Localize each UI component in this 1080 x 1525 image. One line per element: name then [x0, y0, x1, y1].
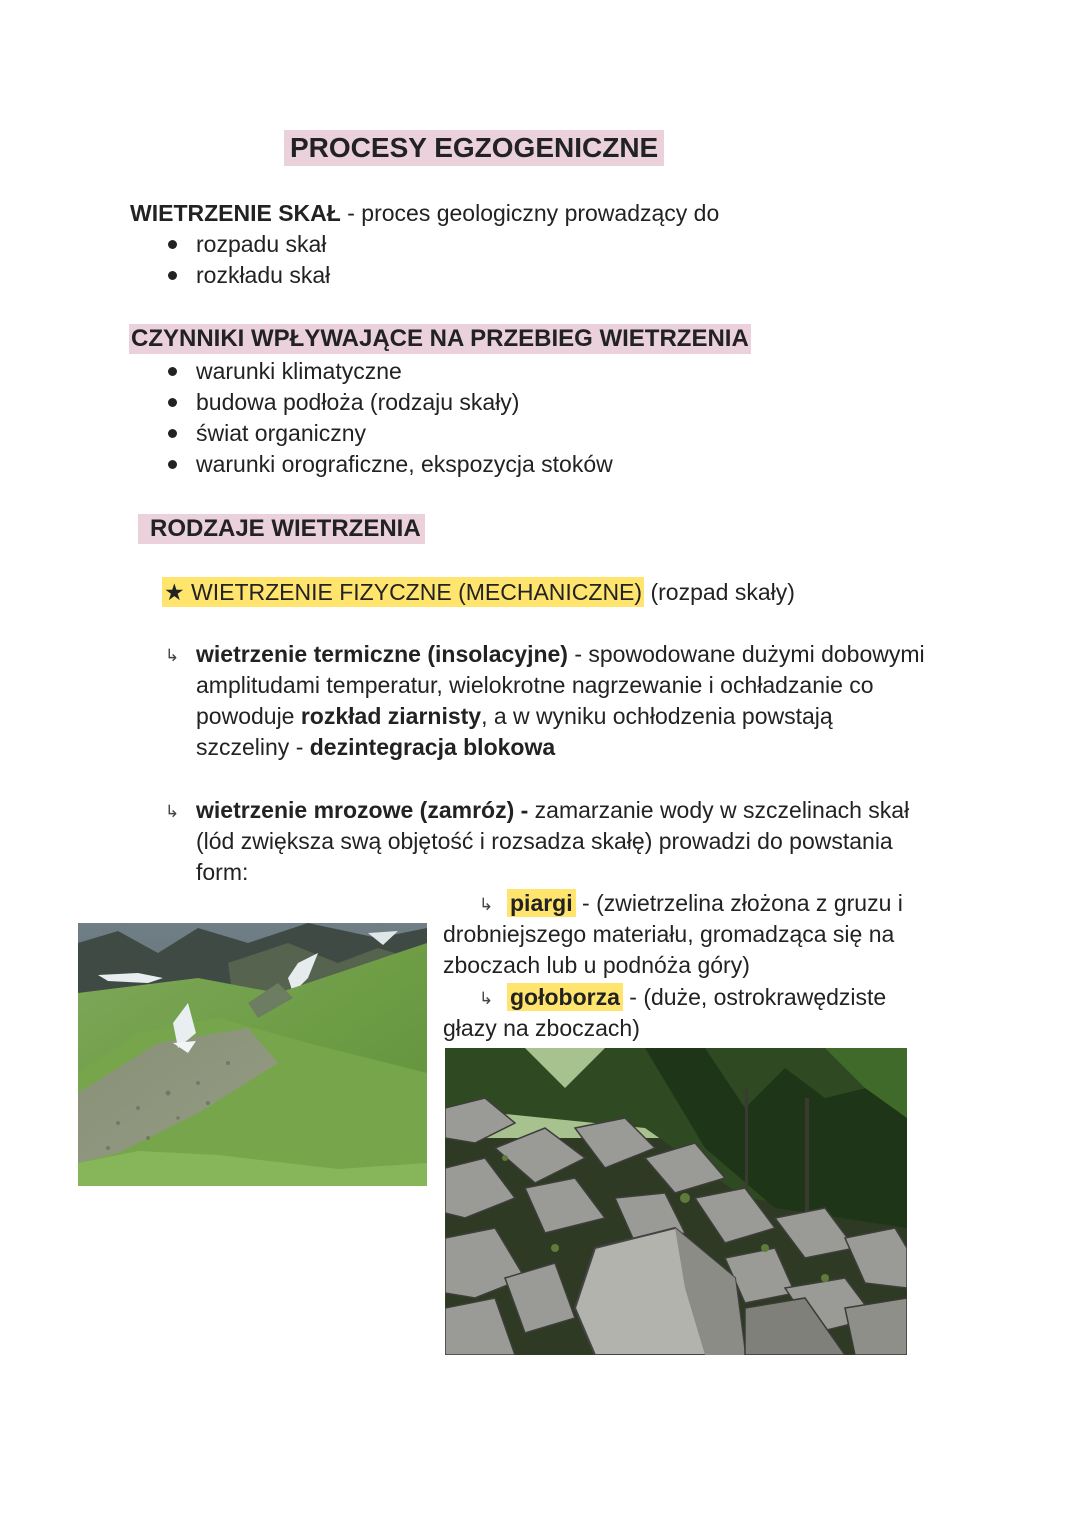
- list-item: świat organiczny: [130, 418, 613, 449]
- list-item: warunki orograficzne, ekspozycja stoków: [130, 449, 613, 480]
- factors-list: [130, 356, 613, 480]
- thermal-weathering-paragraph: wietrzenie termiczne (insolacyjne) - spowodowane dużymi dobowymi amplitudami temperatur, wielokrotne nagrzewanie i ochładzanie co powoduje rozkład ziarnisty, a w wyniku ochłodzenia powstają szczeliny - dezintegracja blokowa: [196, 641, 925, 760]
- definition-term: WIETRZENIE SKAŁ: [130, 200, 341, 226]
- bullet-icon: [168, 460, 177, 469]
- bullet-icon: [168, 429, 177, 438]
- bullet-icon: [168, 271, 177, 280]
- arrow-icon: ↳: [165, 646, 180, 665]
- list-item: rozkładu skał: [130, 260, 330, 291]
- thermal-term: wietrzenie termiczne (insolacyjne): [196, 641, 568, 667]
- piargi-paragraph: piargi - (zwietrzelina złożona z gruzu i drobniejszego materiału, gromadząca się na zboczach lub u podnóża góry): [443, 890, 903, 978]
- bullet-icon: [168, 240, 177, 249]
- block-field-photo: [445, 1048, 907, 1355]
- physical-weathering-note: (rozpad skały): [644, 579, 795, 605]
- frost-weathering-paragraph: wietrzenie mrozowe (zamróz) - zamarzanie wody w szczelinach skał (lód zwiększa swą objętość i rozsadza skałę) prowadzi do powstania form:: [196, 797, 910, 885]
- factors-heading: CZYNNIKI WPŁYWAJĄCE NA PRZEBIEG WIETRZENIA: [131, 325, 749, 352]
- bullet-icon: [168, 398, 177, 407]
- definition-line: [130, 198, 719, 229]
- list-item: warunki klimatyczne: [130, 356, 613, 387]
- arrow-icon: ↳: [479, 989, 494, 1008]
- list-item: budowa podłoża (rodzaju skały): [130, 387, 613, 418]
- arrow-icon: ↳: [479, 895, 494, 914]
- arrow-icon: ↳: [165, 802, 180, 821]
- physical-weathering-label: ★ WIETRZENIE FIZYCZNE (MECHANICZNE): [164, 579, 643, 605]
- star-icon: ★: [164, 579, 185, 605]
- frost-term: wietrzenie mrozowe (zamróz) -: [196, 797, 529, 823]
- goloborza-term: gołoborza: [507, 983, 623, 1011]
- page-title: PROCESY EGZOGENICZNE: [284, 130, 664, 166]
- bullet-icon: [168, 367, 177, 376]
- scree-slope-photo: [78, 923, 427, 1186]
- piargi-term: piargi: [507, 889, 576, 917]
- definition-list: [130, 229, 330, 291]
- physical-weathering-line: [162, 577, 795, 608]
- goloborza-paragraph: gołoborza - (duże, ostrokrawędziste głazy na zboczach): [443, 984, 887, 1041]
- types-heading: RODZAJE WIETRZENIA: [138, 514, 425, 544]
- list-item: rozpadu skał: [130, 229, 330, 260]
- definition-text: - proces geologiczny prowadzący do: [340, 200, 720, 226]
